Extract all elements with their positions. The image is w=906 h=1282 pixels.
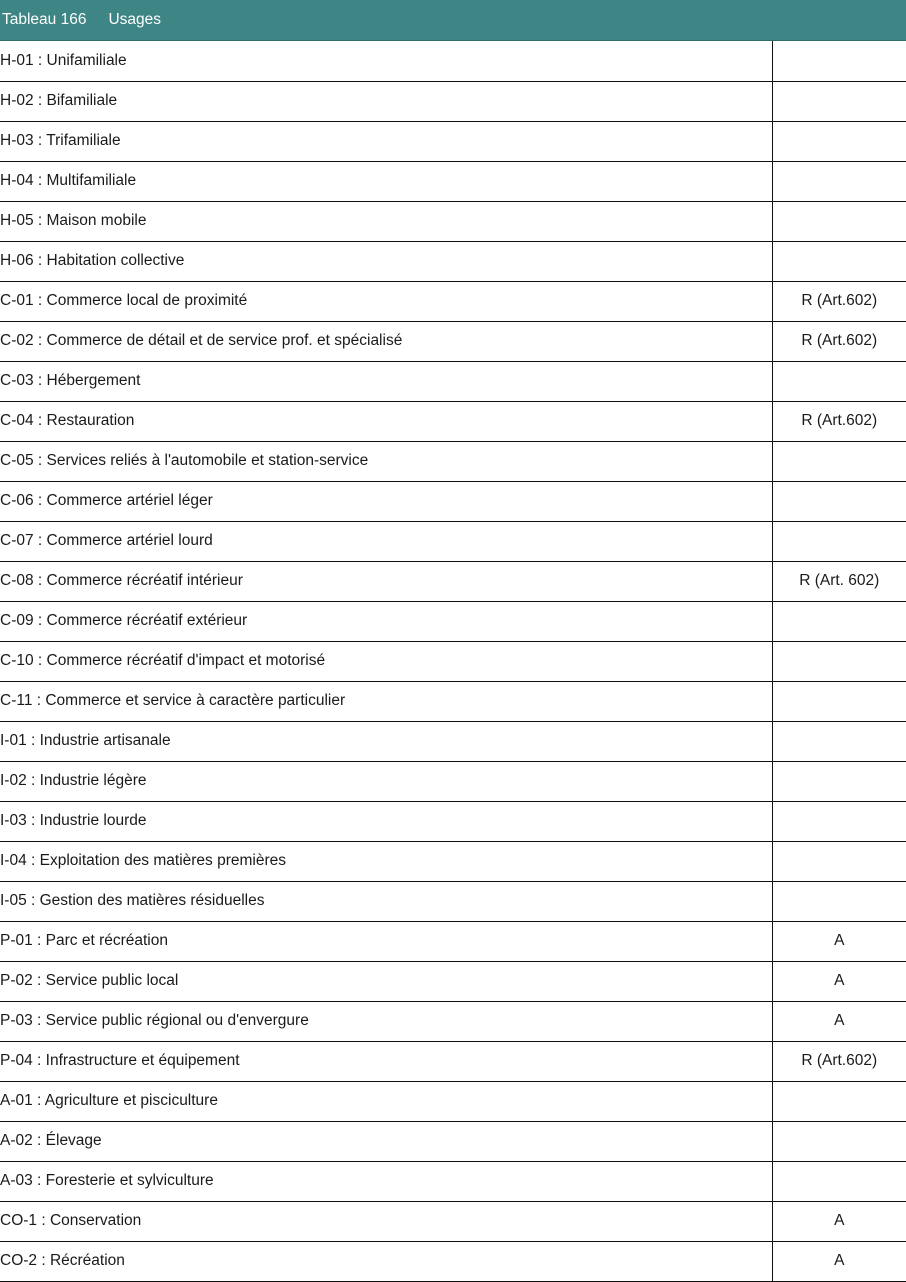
table-row (0, 241, 906, 281)
usage-cell: I-05 : Gestion des matières résiduelles (0, 881, 772, 921)
status-cell: R (Art.602) (772, 401, 906, 441)
status-cell: R (Art.602) (772, 281, 906, 321)
usage-cell: C-10 : Commerce récréatif d'impact et motorisé (0, 641, 772, 681)
usage-cell: CO-1 : Conservation (0, 1201, 772, 1241)
status-cell: A (772, 921, 906, 961)
status-cell (772, 521, 906, 561)
status-cell (772, 361, 906, 401)
usage-cell: A-03 : Foresterie et sylviculture (0, 1161, 772, 1201)
table-row (0, 601, 906, 641)
table-row (0, 361, 906, 401)
usage-cell: P-04 : Infrastructure et équipement (0, 1041, 772, 1081)
table-row (0, 321, 906, 361)
status-cell (772, 641, 906, 681)
usage-cell: H-04 : Multifamiliale (0, 161, 772, 201)
table-row (0, 401, 906, 441)
usage-cell: H-02 : Bifamiliale (0, 81, 772, 121)
usage-cell: H-01 : Unifamiliale (0, 41, 772, 81)
status-cell (772, 1121, 906, 1161)
usage-cell: I-03 : Industrie lourde (0, 801, 772, 841)
status-cell (772, 841, 906, 881)
status-cell (772, 441, 906, 481)
status-cell: R (Art.602) (772, 1041, 906, 1081)
status-cell (772, 761, 906, 801)
table-row (0, 521, 906, 561)
table-row (0, 761, 906, 801)
table-row (0, 1241, 906, 1281)
table-row (0, 81, 906, 121)
status-cell (772, 1161, 906, 1201)
usage-cell: A-02 : Élevage (0, 1121, 772, 1161)
status-cell: A (772, 1201, 906, 1241)
usage-cell: I-04 : Exploitation des matières premières (0, 841, 772, 881)
table-row (0, 281, 906, 321)
table-number: Tableau 166 (2, 11, 87, 28)
table-row (0, 881, 906, 921)
usage-cell: C-03 : Hébergement (0, 361, 772, 401)
status-cell (772, 481, 906, 521)
table-row (0, 121, 906, 161)
usage-cell: I-02 : Industrie légère (0, 761, 772, 801)
table-row (0, 641, 906, 681)
table-header (0, 0, 906, 41)
status-cell (772, 161, 906, 201)
table-row (0, 921, 906, 961)
table-row (0, 481, 906, 521)
table-row (0, 1161, 906, 1201)
status-cell: A (772, 1241, 906, 1281)
usage-cell: C-07 : Commerce artériel lourd (0, 521, 772, 561)
status-cell (772, 601, 906, 641)
usage-cell: C-08 : Commerce récréatif intérieur (0, 561, 772, 601)
usages-table (0, 41, 906, 1282)
usage-cell: C-11 : Commerce et service à caractère particulier (0, 681, 772, 721)
status-cell (772, 201, 906, 241)
usage-cell: C-01 : Commerce local de proximité (0, 281, 772, 321)
status-cell (772, 41, 906, 81)
table-row (0, 961, 906, 1001)
usage-cell: P-03 : Service public régional ou d'envergure (0, 1001, 772, 1041)
status-cell (772, 81, 906, 121)
table-row (0, 1081, 906, 1121)
table-row (0, 721, 906, 761)
table-row (0, 441, 906, 481)
usage-cell: C-06 : Commerce artériel léger (0, 481, 772, 521)
usage-cell: P-02 : Service public local (0, 961, 772, 1001)
usage-cell: I-01 : Industrie artisanale (0, 721, 772, 761)
usage-cell: P-01 : Parc et récréation (0, 921, 772, 961)
usage-cell: H-03 : Trifamiliale (0, 121, 772, 161)
usage-cell: H-06 : Habitation collective (0, 241, 772, 281)
status-cell (772, 121, 906, 161)
table-row (0, 1121, 906, 1161)
usage-cell: C-09 : Commerce récréatif extérieur (0, 601, 772, 641)
usage-cell: A-01 : Agriculture et pisciculture (0, 1081, 772, 1121)
status-cell (772, 1081, 906, 1121)
table-title: Usages (108, 11, 162, 28)
status-cell (772, 881, 906, 921)
table-row (0, 1041, 906, 1081)
status-cell: R (Art. 602) (772, 561, 906, 601)
table-row (0, 41, 906, 81)
usage-cell: CO-2 : Récréation (0, 1241, 772, 1281)
table-row (0, 561, 906, 601)
table-row (0, 801, 906, 841)
usage-cell: C-02 : Commerce de détail et de service prof. et spécialisé (0, 321, 772, 361)
status-cell: A (772, 961, 906, 1001)
status-cell: R (Art.602) (772, 321, 906, 361)
status-cell (772, 681, 906, 721)
usage-cell: C-04 : Restauration (0, 401, 772, 441)
status-cell: A (772, 1001, 906, 1041)
usage-cell: H-05 : Maison mobile (0, 201, 772, 241)
table-row (0, 161, 906, 201)
table-row (0, 681, 906, 721)
table-row (0, 201, 906, 241)
usages-table-body (0, 41, 906, 1281)
usage-cell: C-05 : Services reliés à l'automobile et station-service (0, 441, 772, 481)
status-cell (772, 801, 906, 841)
table-row (0, 1201, 906, 1241)
table-row (0, 1001, 906, 1041)
status-cell (772, 241, 906, 281)
table-row (0, 841, 906, 881)
status-cell (772, 721, 906, 761)
